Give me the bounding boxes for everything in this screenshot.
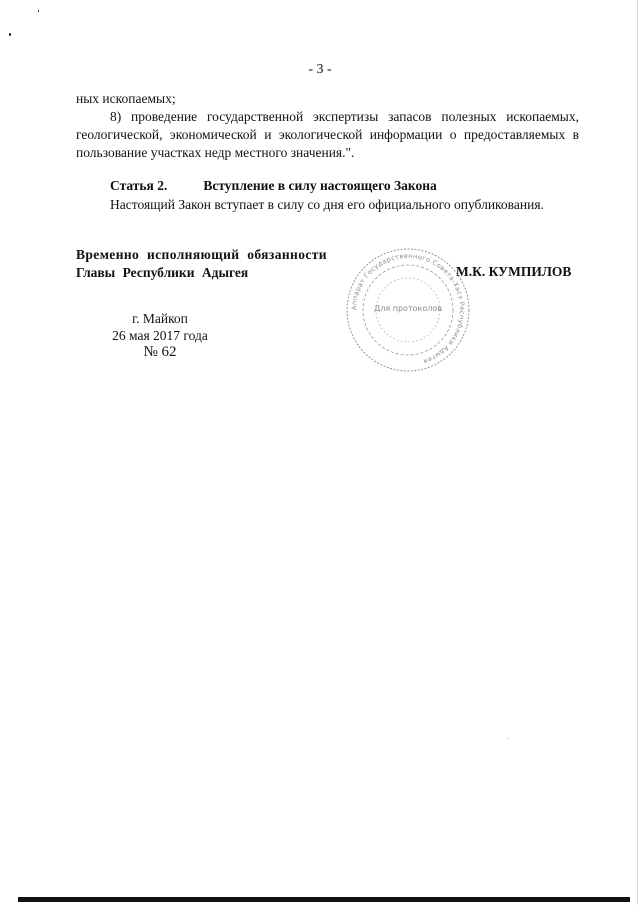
scan-edge [637, 0, 638, 905]
article-title: Вступление в силу настоящего Закона [203, 178, 437, 193]
official-seal-stamp [343, 245, 473, 375]
law-number: № 62 [143, 344, 177, 360]
date: 26 мая 2017 года [112, 328, 208, 343]
list-item-8: 8) проведение государственной экспертизы запасов полезных ископаемых, геологической, экономической и экологической информации о предоставляемых в пользование участках недр местного значения.". [76, 109, 579, 160]
place: г. Майкоп [132, 311, 188, 326]
page-number: - 3 - [308, 62, 332, 77]
scan-bottom-bar [18, 897, 630, 902]
place-date-block [100, 310, 220, 361]
signatory-title-line1: Временно исполняющий обязанности [76, 247, 327, 262]
scan-speck [9, 33, 11, 36]
scan-speck [508, 738, 509, 739]
article-heading [110, 178, 437, 194]
signatory-title-line2: Главы Республики Адыгея [76, 265, 249, 280]
article-text: Настоящий Закон вступает в силу со дня его официального опубликования. [110, 197, 544, 212]
seal-inner-text: Для протоколов [374, 304, 442, 313]
article-number: Статья 2. [110, 178, 168, 193]
paragraph-continuation: ных ископаемых; [76, 91, 176, 106]
signatory-name: М.К. КУМПИЛОВ [456, 264, 572, 279]
signatory-title [76, 246, 327, 282]
seal-outer-textpath: Аппарат Государственного Совета-Хасэ Республики Адыгея [349, 251, 467, 366]
scan-speck [38, 10, 39, 12]
